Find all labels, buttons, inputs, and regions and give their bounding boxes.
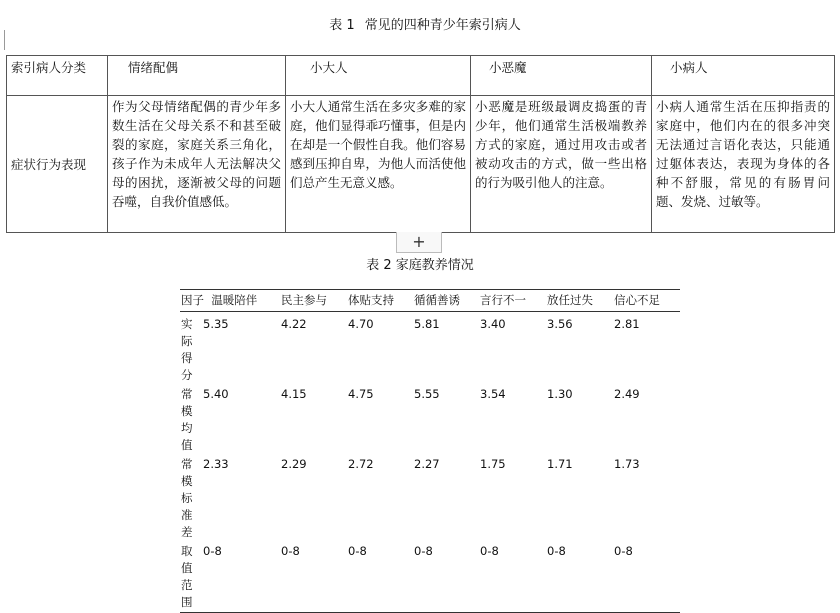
table2-header-cell: 温暖陪伴 — [211, 293, 258, 307]
table1-cell: 小大人通常生活在多灾多难的家庭，他们显得乖巧懂事，但是内在却是一个假性自我。他们容易感到压抑自卑，为他人而活使他们总产生无意义感。 — [286, 96, 471, 233]
table2-header-factor — [180, 290, 280, 312]
table2-cell: 2.33 — [203, 457, 229, 471]
table1-cell: 作为父母情绪配偶的青少年多数生活在父母关系不和甚至破裂的家庭，家庭关系三角化，孩子作为未成年人无法解决父母的困扰，逐渐被父母的问题吞噬，自我价值感低。 — [108, 96, 286, 233]
table2-cell: 3.40 — [480, 317, 506, 331]
table2-cell: 2.81 — [614, 317, 640, 331]
table1-row-label: 症状行为表现 — [7, 96, 108, 233]
table2-cell: 4.15 — [281, 387, 307, 401]
table2-cell: 5.81 — [414, 317, 440, 331]
table-row — [180, 542, 680, 613]
table2-cell: 3.56 — [547, 317, 573, 331]
table2-cell: 5.40 — [203, 387, 229, 401]
table2-cell: 0-8 — [347, 542, 413, 613]
table2-header-cell: 因子 — [181, 293, 204, 307]
table2-cell: 0-8 — [546, 542, 613, 613]
table2-cell: 3.54 — [480, 387, 506, 401]
table1-header-cell: 小恶魔 — [471, 56, 652, 96]
table2-cell: 5.35 — [203, 317, 229, 331]
table2-header-row — [180, 290, 680, 312]
table2-cell: 1.30 — [547, 387, 573, 401]
table2-cell: 2.49 — [614, 387, 640, 401]
table1-cell: 小恶魔是班级最调皮捣蛋的青少年，他们通常生活极端教养方式的家庭，通过用攻击或者被动攻击的方式，做一些出格的行为吸引他人的注意。 — [471, 96, 652, 233]
table2-cell: 0-8 — [280, 542, 347, 613]
table2-row-label: 常模均值 — [181, 387, 199, 452]
table2-header-cell: 民主参与 — [280, 290, 347, 312]
table2-cell: 4.75 — [348, 387, 374, 401]
table1-cell: 小病人通常生活在压抑指责的家庭中，他们内在的很多冲突无法通过言语化表达，只能通过躯体表达，表现为身体的各种不舒服，常见的有肠胃问题、发烧、过敏等。 — [652, 96, 835, 233]
table1-header-cell: 情绪配偶 — [108, 56, 286, 96]
table2-row-label: 取值范围 — [180, 542, 202, 613]
table1-header-cell: 小病人 — [652, 56, 835, 96]
table-row — [180, 312, 680, 386]
table1-index-patients — [6, 55, 835, 233]
table2-header-cell: 信心不足 — [613, 290, 680, 312]
table2-cell: 0-8 — [479, 542, 546, 613]
table1-caption — [0, 14, 840, 33]
table2-cell: 2.27 — [414, 457, 440, 471]
table2-cell: 0-8 — [413, 542, 479, 613]
margin-tab-marker — [0, 30, 5, 50]
add-row-button[interactable]: + — [396, 232, 442, 253]
table2-cell: 2.29 — [281, 457, 307, 471]
table2-cell: 5.55 — [414, 387, 440, 401]
table2-header-cell: 体贴支持 — [347, 290, 413, 312]
table1-caption-prefix: 表 1 — [329, 18, 355, 33]
table2-cell: 1.75 — [480, 457, 506, 471]
table1-body-row — [7, 96, 835, 233]
table1-header-row — [7, 56, 835, 96]
table2-cell: 0-8 — [202, 542, 280, 613]
table2-row-label: 实际得分 — [181, 317, 199, 382]
table2-cell: 2.72 — [348, 457, 374, 471]
table1-header-cell: 小大人 — [286, 56, 471, 96]
table1-caption-text: 常见的四种青少年索引病人 — [364, 18, 521, 33]
table2-cell: 4.70 — [348, 317, 374, 331]
table2-family-parenting — [180, 289, 680, 613]
table2-header-cell: 言行不一 — [479, 290, 546, 312]
table2-caption: 表 2 家庭教养情况 — [366, 258, 474, 273]
table2-header-cell: 循循善诱 — [413, 290, 479, 312]
table2-cell: 4.22 — [281, 317, 307, 331]
table2-cell: 1.73 — [614, 457, 640, 471]
table1-header-cell: 索引病人分类 — [7, 56, 108, 96]
table2-cell: 0-8 — [613, 542, 680, 613]
table2-header-cell: 放任过失 — [546, 290, 613, 312]
table-row — [180, 385, 680, 455]
table2-row-label: 常模标准差 — [181, 457, 199, 539]
table2-cell: 1.71 — [547, 457, 573, 471]
